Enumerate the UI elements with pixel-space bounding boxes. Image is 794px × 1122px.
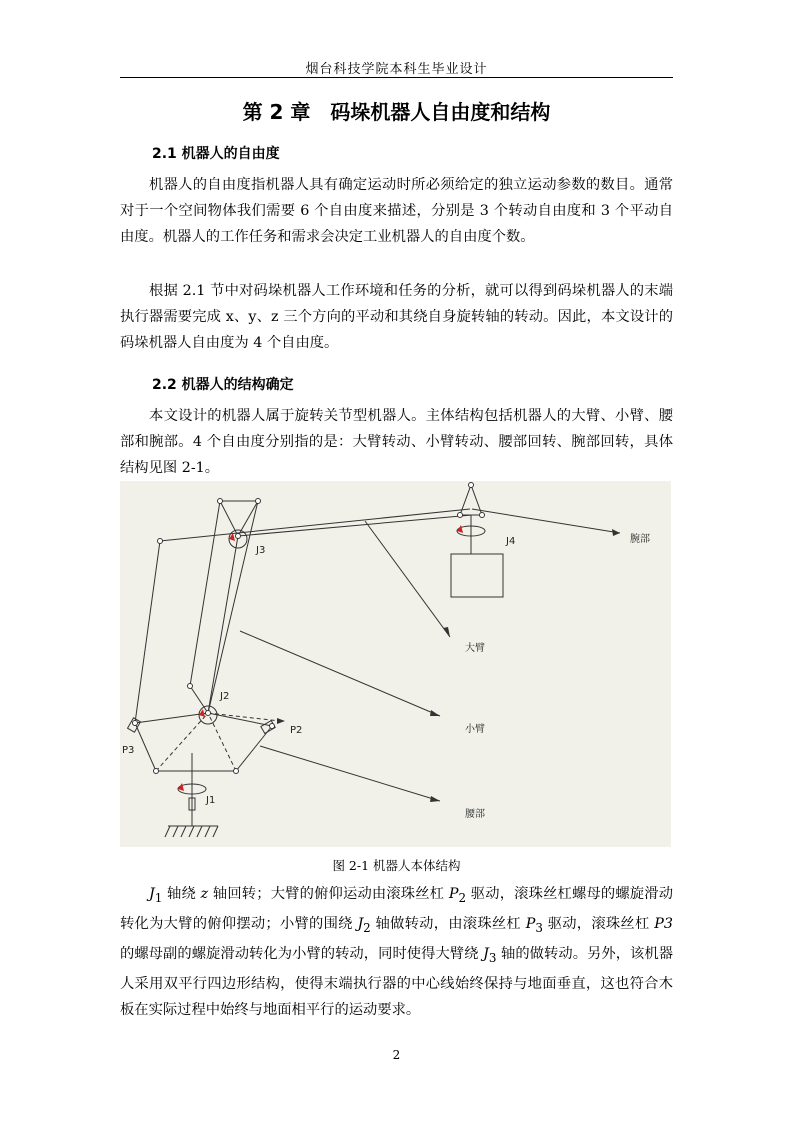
chapter-title: 第 2 章 码垛机器人自由度和结构 — [242, 100, 551, 124]
forearm-link-a — [190, 501, 220, 686]
header-rule — [120, 77, 673, 78]
label-forearm: 小臂 — [465, 724, 485, 735]
section-heading-2-1: 2.1 机器人的自由度 — [152, 146, 280, 162]
wrist-leader — [472, 509, 620, 533]
label-p3: P3 — [122, 745, 135, 756]
p3-link — [135, 541, 160, 723]
robot-structure-diagram — [120, 481, 671, 847]
label-wrist: 腕部 — [630, 534, 650, 545]
waist-leader — [260, 746, 440, 801]
upper-arm-leader — [365, 521, 450, 637]
label-waist: 腰部 — [465, 809, 485, 820]
paragraph-structure: 本文设计的机器人属于旋转关节型机器人。主体结构包括机器人的大臂、小臂、腰部和腕部。4 个自由度分别指的是：大臂转动、小臂转动、腰部回转、腕部回转，具体结构见图 2-1。 — [120, 408, 673, 476]
label-j1: J1 — [206, 795, 216, 806]
label-p2: P2 — [290, 725, 303, 736]
paragraph-dof-analysis: 根据 2.1 节中对码垛机器人工作环境和任务的分析，就可以得到码垛机器人的末端执行器需要完成 x、y、z 三个方向的平动和其绕自身旋转轴的转动。因此，本文设计的码垛机器人自由度为 4 个自由度。 — [120, 283, 673, 351]
forearm-link-c — [208, 501, 258, 713]
page-number: 2 — [392, 1048, 401, 1062]
label-upper-arm: 大臂 — [465, 643, 485, 654]
end-effector-box — [451, 554, 503, 597]
forearm-link-b — [208, 536, 238, 713]
robot-structure-figure — [120, 481, 671, 847]
label-j4: J4 — [506, 536, 516, 547]
label-j3: J3 — [256, 545, 266, 556]
paragraph-joint-description: $J_1$ 轴绕 z 轴回转；大臂的俯仰运动由滚珠丝杠 $P_2$ 驱动，滚珠丝杠螺母的螺旋滑动转化为大臂的俯仰摆动；小臂的围绕 $J_2$ 轴做转动，由滚珠丝杠 $P_3$ 驱动，滚珠丝杠 P3 的螺母副的螺旋滑动转化为小臂的转动，同时使得大臂绕 $J_3$ 轴的做转动。另外，该机器人采用双平行四边形结构，使得末端执行器的中心线始终保持与地面垂直，这也符合木板在实际过程中始终与地面相平行的运动要求。 — [120, 886, 674, 1018]
figure-caption: 图 2-1 机器人本体结构 — [332, 858, 461, 873]
paragraph-dof-definition: 机器人的自由度指机器人具有确定运动时所必须给定的独立运动参数的数目。通常对于一个空间物体我们需要 6 个自由度来描述，分别是 3 个转动自由度和 3 个平动自由度。机器人的工作任务和需求会决定工业机器人的自由度个数。 — [120, 177, 673, 245]
forearm-leader — [240, 631, 440, 716]
upper-arm-link — [160, 509, 470, 541]
label-j2: J2 — [220, 691, 230, 702]
page-header: 烟台科技学院本科生毕业设计 — [305, 62, 488, 77]
section-heading-2-2: 2.2 机器人的结构确定 — [152, 377, 294, 393]
